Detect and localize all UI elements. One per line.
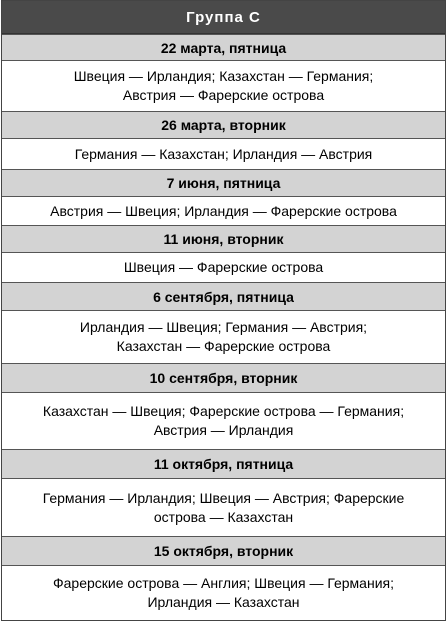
match-line: острова — Казахстан (153, 508, 294, 525)
match-line: Австрия — Фарерские острова (122, 87, 325, 103)
date-row: 22 марта, пятница (2, 34, 445, 61)
date-row: 11 июня, вторник (2, 225, 445, 253)
date-row: 26 марта, вторник (2, 111, 445, 139)
schedule-table (1, 0, 446, 621)
match-line: Австрия — Ирландия (153, 422, 294, 438)
matches-row (2, 253, 445, 282)
matches-row (2, 566, 445, 620)
match-line: Фарерские острова — Англия; Швеция — Германия; (53, 575, 394, 591)
date-row: 10 сентября, вторник (2, 363, 445, 393)
match-line: Германия — Ирландия; Швеция — Австрия; Фарерские (42, 489, 405, 506)
match-line: Казахстан — Фарерские острова (116, 338, 331, 354)
match-line: Швеция — Фарерские острова (123, 259, 324, 275)
matches-row (2, 311, 445, 363)
match-line: Швеция — Ирландия; Казахстан — Германия; (73, 68, 374, 84)
match-line: Ирландия — Швеция; Германия — Австрия; (79, 319, 368, 335)
date-row: 15 октября, вторник (2, 536, 445, 566)
date-row: 7 июня, пятница (2, 169, 445, 197)
date-row: 6 сентября, пятница (2, 282, 445, 311)
matches-row (2, 197, 445, 225)
matches-row (2, 139, 445, 169)
group-title: Группа С (2, 1, 445, 34)
matches-row (2, 61, 445, 111)
match-line: Германия — Казахстан; Ирландия — Австрия (74, 145, 373, 162)
date-row: 11 октября, пятница (2, 449, 445, 479)
match-line: Казахстан — Швеция; Фарерские острова — Германия; (42, 403, 405, 419)
match-line: Ирландия — Казахстан (147, 594, 300, 610)
matches-row (2, 393, 445, 449)
matches-row (2, 479, 445, 536)
match-line: Австрия — Швеция; Ирландия — Фарерские острова (50, 202, 397, 219)
